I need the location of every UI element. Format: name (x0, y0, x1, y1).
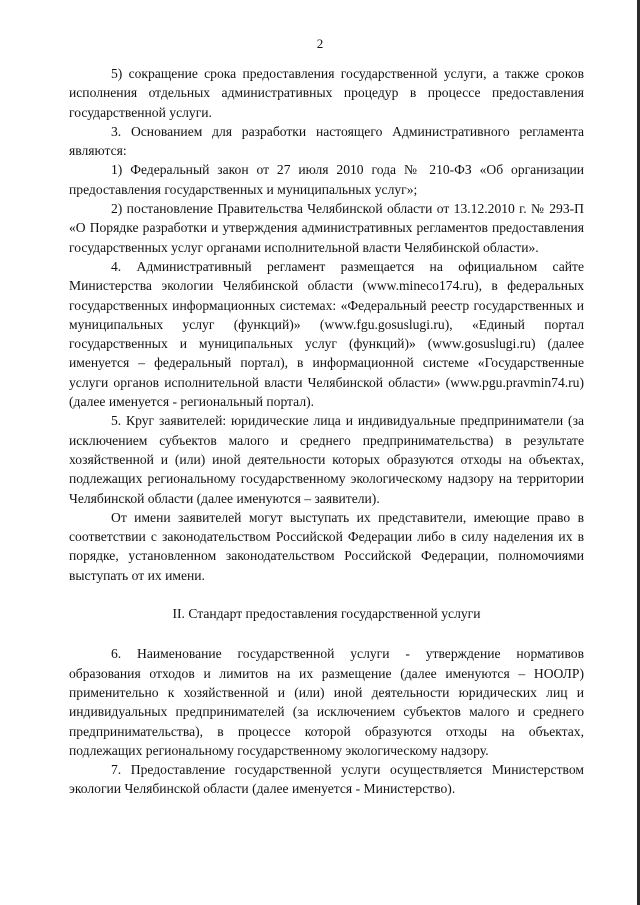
paragraph-representatives: От имени заявителей могут выступать их представители, имеющие право в соответствии с законодательством Российской Федерации либо в силу наделения их в порядке, установленном законодательством Российской Федерации, полномочиями выступать от их имени. (69, 509, 584, 583)
section-heading: II. Стандарт предоставления государственной услуги (172, 606, 481, 622)
paragraph-clause-4: 4. Административный регламент размещается на официальном сайте Министерства экологии Челябинской области (www.mineco174.ru), в федеральных государственных информационных системах: «Федеральный реестр государственных и муниципальных услуг (функций)» (www.fgu.gosuslugi.ru), «Единый портал государственных и муниципальных услуг (функций)» (www.gosuslugi.ru) (далее именуется – федеральный портал), в информационной системе «Государственные услуги органов исполнительной власти Челябинской области» (www.pgu.pravmin74.ru) (далее именуется - региональный портал). (69, 258, 584, 410)
document-body (69, 64, 584, 799)
paragraph-clause-7: 7. Предоставление государственной услуги осуществляется Министерством экологии Челябинской области (далее именуется - Министерство). (69, 762, 584, 797)
paragraph-clause-3: 3. Основанием для разработки настоящего Административного регламента являются: (69, 123, 584, 159)
paragraph-federal-law: 1) Федеральный закон от 27 июля 2010 года № 210-ФЗ «Об организации предоставления государственных и муниципальных услуг»; (69, 162, 584, 197)
page-number: 2 (316, 36, 324, 51)
paragraph-clause-6: 6. Наименование государственной услуги - утверждение нормативов образования отходов и лимитов на их размещение (далее именуются – НООЛР) применительно к хозяйственной и (или) иной деятельности юридических лиц и индивидуальных предпринимателей (за исключением субъектов малого и среднего предпринимательства), в процессе которой образуются отходы на объектах, подлежащих региональному государственному экологическому надзору. (69, 646, 584, 758)
paragraph-clause-5: 5. Круг заявителей: юридические лица и индивидуальные предприниматели (за исключением субъектов малого и среднего предпринимательства) в результате хозяйственной и (или) иной деятельности которых образуются отходы на объектах, подлежащих региональному государственному экологическому надзору на территории Челябинской области (далее именуются – заявители). (69, 413, 584, 506)
paragraph-government-decree: 2) постановление Правительства Челябинской области от 13.12.2010 г. № 293-П «О Порядке разработки и утверждения административных регламентов предоставления государственных услуг органами исполнительной власти Челябинской области». (69, 201, 584, 255)
paragraph-item-5-reduction: 5) сокращение срока предоставления государственной услуги, а также сроков исполнения отдельных административных процедур в процессе предоставления государственной услуги. (69, 66, 584, 120)
